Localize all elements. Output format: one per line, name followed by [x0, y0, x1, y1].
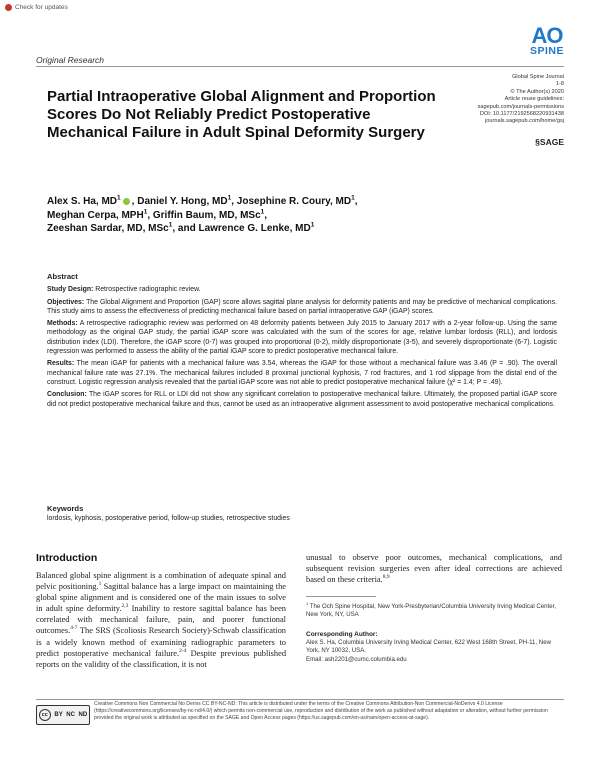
study-design [47, 285, 557, 294]
body-text: unusual to observe poor outcomes, mechanical complications, and subsequent revision surgeries even after ideal corrections are achieved based on these criteria. [306, 553, 562, 585]
corresponding-author [306, 631, 562, 664]
sage-swirl-icon: § [535, 137, 540, 147]
logo-spine: SPINE [529, 44, 564, 57]
citation[interactable]: 8,9 [382, 574, 390, 581]
body-text: Balanced global spine alignment is a combination of adequate spinal and pelvic positioning. [36, 571, 286, 592]
section-label: Original Research [36, 55, 105, 65]
doi[interactable]: DOI: 10.1177/2192568220931438 [479, 111, 564, 118]
author-list [47, 195, 477, 236]
author-separator: , [131, 196, 138, 207]
body-text: Sagittal balance has a large impact on maintaining the global spine alignment and is considered one of the main issues to solve in adult spine deformity. [36, 582, 287, 614]
study-design-label: Study Design: [47, 286, 94, 294]
orcid-icon[interactable] [123, 198, 130, 205]
citation[interactable]: 2-4 [179, 647, 187, 654]
affiliation [306, 600, 560, 619]
affiliation-sup: 1 [306, 600, 309, 606]
article-title: Partial Intraoperative Global Alignment and Proportion Scores Do Not Reliably Predict Postoperative Mechanical Failure in Adult Spinal Deformity Surgery [47, 88, 436, 141]
cc-by-icon: BY [54, 712, 63, 718]
author-affiliation-sup: 1 [168, 221, 173, 229]
author-name: Daniel Y. Hong, MD [137, 196, 228, 207]
citation[interactable]: 1 [98, 581, 102, 588]
corresponding-address: Alex S. Ha, Columbia University Irving Medical Center, 622 West 168th Street, PH-11, New York, NY 10032, USA. [306, 639, 551, 655]
author-separator: , [147, 209, 153, 221]
citation[interactable]: 4-7 [70, 625, 78, 632]
author-name: Alex S. Ha, MD [47, 196, 118, 207]
journal-meta [478, 74, 564, 126]
cc-license-badge[interactable] [36, 705, 90, 725]
conclusion [47, 390, 557, 409]
conclusion-text: The iGAP scores for RLL or LDI did not show any significant correlation to postoperative mechanical failure. Ultimately, the proposed partial iGAP score did not predict postoperative mechanical failure and thus, cannot be used as an intraoperative alignment assessment to avoid postoperative mechanical complications. [47, 391, 557, 408]
author-separator: , [231, 196, 237, 207]
citation[interactable]: 2,3 [121, 603, 129, 610]
author-name: Lawrence G. Lenke, MD [198, 223, 311, 234]
author-affiliation-sup: 1 [143, 208, 148, 216]
author-affiliation-sup: 1 [310, 221, 315, 229]
license-text: Creative Commons Non Commercial No Derivs CC BY-NC-ND: This article is distributed under the terms of the Creative Commons Attribution-Non Commercial-NoDerivs 4.0 License (https://creativecommons.org/licenses/by-nc-nd/4.0/) which permits non-commercial use, reproduction and distribution of the work as published without adaptation or alteration, without further permission provided the original work is attributed as specified on the SAGE and Open Access pages (https://us.sagepub.com/en-us/nam/open-access-at-sage). [94, 701, 548, 721]
sage-logo [535, 137, 564, 147]
abstract [47, 272, 557, 412]
footnote-divider [306, 596, 376, 597]
check-for-updates-badge[interactable] [5, 4, 68, 11]
author-name: Josephine R. Coury, MD [236, 196, 352, 207]
author-separator: , and [172, 223, 199, 234]
objectives [47, 298, 557, 317]
author-name: Griffin Baum, MD, MSc [152, 209, 261, 221]
study-design-text: Retrospective radiographic review. [95, 286, 201, 294]
author-affiliation-sup: 1 [117, 194, 121, 202]
logo-ao: AO [531, 23, 563, 48]
cc-icon: cc [39, 709, 51, 721]
conclusion-label: Conclusion: [47, 391, 87, 399]
author-affiliation-sup: 1 [227, 194, 232, 202]
author-name: Meghan Cerpa, MPH [47, 209, 144, 221]
body-text: Despite previous published reports on the validity of the classification, it is not [36, 648, 287, 669]
methods [47, 319, 557, 356]
introduction-paragraph [36, 570, 286, 670]
keywords [47, 504, 557, 524]
check-updates-icon [5, 4, 12, 11]
corresponding-heading: Corresponding Author: [306, 631, 378, 638]
journal-logo [529, 23, 564, 57]
results-label: Results: [47, 360, 75, 368]
results-text: The mean iGAP for patients with a mechanical failure was 3.54, whereas the iGAP for those without a mechanical failure was 3.46 (P = .90). The overall mechanical failure rate was 27.1%. The mechanical failures included 8 proximal junctional kyphosis, 7 rod fractures, and 1 rod slippage from the distal end of the construct. Logistic regression analysis revealed that the partial iGAP score was not able to predict postoperative mechanical failure (χ² = 1.4; P = .49). [47, 360, 557, 386]
methods-label: Methods: [47, 320, 78, 328]
journal-home-link[interactable]: journals.sagepub.com/home/gsj [485, 118, 564, 125]
keywords-heading: Keywords [47, 504, 84, 513]
methods-text: A retrospective radiographic review was performed on 48 deformity patients between July 2015 to January 2017 with a 2-year follow-up. Using the same methodology as the original GAP study, the partial iGAP score was calculated with the sum of the scores for age, relative lumbar lordosis (RLL), and lordosis distribution index (LDI). Therefore, the iGAP score (0-7) was grouped into proportional (0-2), mildly disproportionate (3-5), and severely disproportionate (6-7). Logistic regression was performed to assess the ability of the partial iGAP score to predict postoperative mechanical failure. [47, 320, 557, 356]
keywords-text: lordosis, kyphosis, postoperative period, follow-up studies, retrospective studies [47, 515, 290, 523]
author-affiliation-sup: 1 [351, 194, 355, 202]
affiliation-text: The Och Spine Hospital, New York-Presbyterian/Columbia University Irving Medical Center, New York, NY, USA [306, 603, 557, 619]
copyright: © The Author(s) 2020 [510, 88, 564, 95]
sage-label: SAGE [539, 137, 564, 147]
author-name: Zeeshan Sardar, MD, MSc [47, 223, 169, 234]
cc-nc-icon: NC [66, 712, 75, 718]
introduction-continued [306, 552, 562, 585]
results [47, 359, 557, 387]
author-affiliation-sup: 1 [260, 208, 265, 216]
body-text: The SRS (Scoliosis Research Society)-Schwab classification is a widely known method of examining radiographic parameters to predict postoperative mechanical failure. [36, 626, 286, 658]
author-separator: , [354, 196, 358, 207]
author-separator: , [264, 209, 268, 221]
abstract-heading: Abstract [47, 272, 78, 281]
introduction-left-column [36, 570, 286, 670]
license-divider [36, 699, 564, 700]
body-text: Inability to restore sagittal balance has been correlated with mechanical failure, pain, and poorer functional outcomes. [36, 604, 286, 636]
introduction-right-column [306, 552, 562, 585]
permissions-link[interactable]: sagepub.com/journals-permissions [477, 103, 564, 110]
journal-name: Global Spine Journal [512, 74, 564, 80]
page-range: 1-8 [555, 81, 564, 88]
objectives-text: The Global Alignment and Proportion (GAP) score allows sagittal plane analysis for deformity patients and may be predictive of mechanical complications. This study aims to assess the effectiveness of predicting mechanical failure based on partial intraoperative GAP (iGAP) scores. [47, 298, 558, 315]
reuse-guidelines: Article reuse guidelines: [504, 96, 564, 103]
check-updates-label: Check for updates [15, 4, 68, 11]
header-divider [36, 66, 564, 67]
introduction-heading: Introduction [36, 552, 98, 564]
objectives-label: Objectives: [47, 298, 85, 306]
corresponding-email[interactable]: Email: ash2201@cumc.columbia.edu [306, 655, 407, 663]
cc-nd-icon: ND [78, 712, 88, 718]
